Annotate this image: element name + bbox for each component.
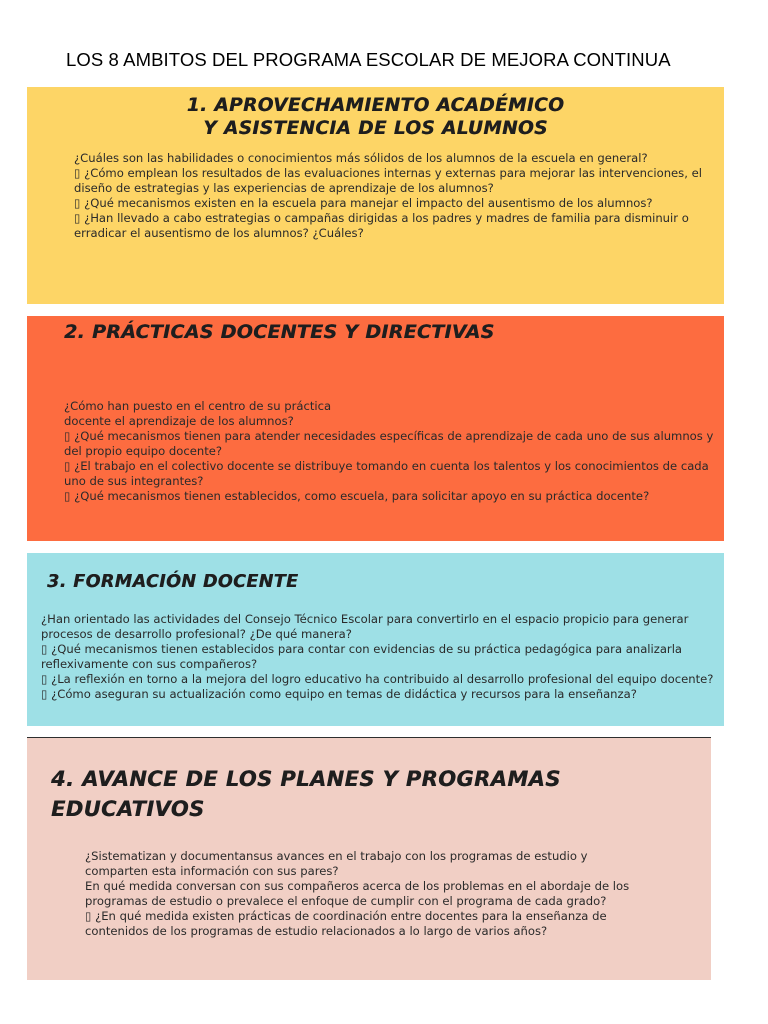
question-text: ▯ ¿La reflexión en torno a la mejora del logro educativo ha contribuido al desarrollo profesional del equipo docente? [41, 672, 714, 686]
question-text: ▯ ¿El trabajo en el colectivo docente se distribuye tomando en cuenta los talentos y los conocimientos de cada uno de sus integrantes? [64, 459, 709, 488]
question-text: ▯ ¿Cómo emplean los resultados de las evaluaciones internas y externas para mejorar las intervenciones, el diseño de estrategias y las experiencias de aprendizaje de los alumnos? [74, 166, 702, 195]
card-heading [27, 87, 724, 141]
card-formacion-docente [27, 553, 724, 726]
card-body [85, 849, 645, 939]
card-practicas-docentes [27, 316, 724, 541]
question-text: ▯ ¿Qué mecanismos tienen establecidos, como escuela, para solicitar apoyo en su práctica docente? [64, 489, 650, 503]
page-title: LOS 8 AMBITOS DEL PROGRAMA ESCOLAR DE MEJORA CONTINUA [66, 49, 671, 70]
question-text: ▯ ¿En qué medida existen prácticas de coordinación entre docentes para la enseñanza de contenidos de los programas de estudio relacionados a lo largo de varios años? [85, 909, 607, 938]
card-aprovechamiento-academico [27, 87, 724, 304]
card-avance-planes-programas [27, 738, 711, 980]
card-heading: 2. PRÁCTICAS DOCENTES Y DIRECTIVAS [64, 321, 495, 343]
card-body [74, 151, 704, 241]
card-heading-line: 4. AVANCE DE LOS PLANES Y PROGRAMAS [51, 767, 561, 791]
question-text: ▯ ¿Qué mecanismos tienen establecidos para contar con evidencias de su práctica pedagógica para analizarla reflexivamente con sus compañeros? [41, 642, 683, 671]
question-text: ▯ ¿Han llevado a cabo estrategias o campañas dirigidas a los padres y madres de familia para disminuir o erradicar el ausentismo de los alumnos? ¿Cuáles? [74, 211, 689, 240]
card-heading-line: EDUCATIVOS [51, 797, 205, 822]
question-text: ¿Han orientado las actividades del Consejo Técnico Escolar para convertirlo en el espacio propicio para generar procesos de desarrollo profesional? ¿De qué manera? [41, 612, 689, 641]
card-heading [27, 738, 711, 825]
question-text: ¿Cómo han puesto en el centro de su práctica docente el aprendizaje de los alumnos? [64, 399, 332, 428]
question-text: ▯ ¿Cómo aseguran su actualización como equipo en temas de didáctica y recursos para la enseñanza? [41, 687, 637, 701]
question-text: ¿Sistematizan y documentansus avances en el trabajo con los programas de estudio y comparten esta información con sus pares? [85, 849, 588, 878]
question-text: ¿Cuáles son las habilidades o conocimientos más sólidos de los alumnos de la escuela en general? [74, 151, 648, 165]
card-body [64, 399, 714, 504]
question-text: ▯ ¿Qué mecanismos existen en la escuela para manejar el impacto del ausentismo de los alumnos? [74, 196, 653, 210]
question-text: En qué medida conversan con sus compañeros acerca de los problemas en el abordaje de los programas de estudio o prevalece el enfoque de cumplir con el programa de cada grado? [85, 879, 630, 908]
card-heading-line: 1. APROVECHAMIENTO ACADÉMICO [186, 95, 565, 116]
card-body [41, 612, 717, 702]
question-text: ▯ ¿Qué mecanismos tienen para atender necesidades específicas de aprendizaje de cada uno de sus alumnos y del propio equipo docente? [64, 429, 714, 458]
card-heading-line: Y ASISTENCIA DE LOS ALUMNOS [203, 118, 548, 140]
card-heading: 3. FORMACIÓN DOCENTE [47, 572, 299, 592]
